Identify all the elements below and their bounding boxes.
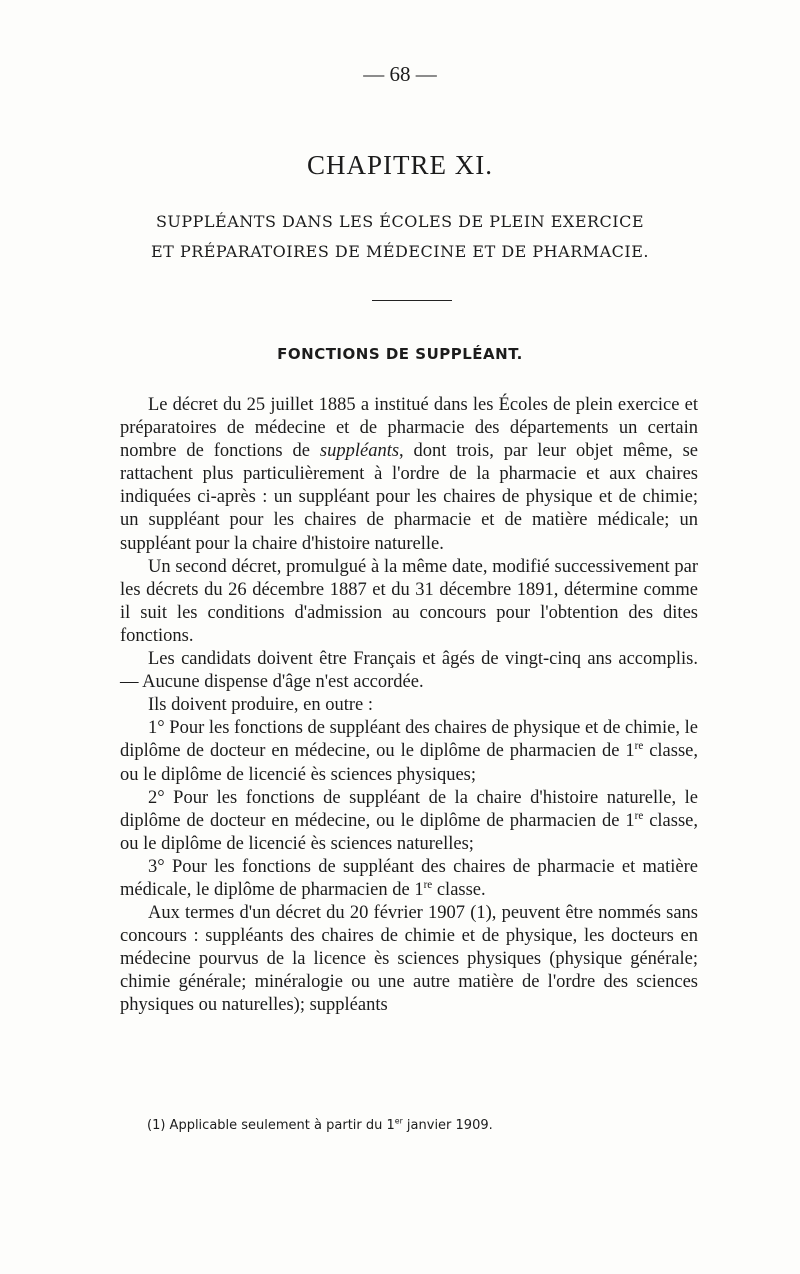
chapter-subtitle-line-2: ET PRÉPARATOIRES DE MÉDECINE ET DE PHARMACIE. (151, 242, 649, 261)
emphasis-text: suppléants (319, 441, 400, 462)
paragraph: Un second décret, promulgué à la même date, modifié successivement par les décrets du 26 décembre 1887 et du 31 décembre 1891, détermine comme il suit les conditions d'admission au concours pour l'obtention des dites fonctions. (120, 556, 698, 646)
text-span: (1) Applicable seulement à partir du 1 (147, 1118, 395, 1133)
text-span: Le décret du 25 juillet 1885 a institué dans les Écoles de plein exercice et préparatoires de médecine et de pharmacie des départements un certain nombre de fonctions de (120, 395, 698, 462)
superscript: re (423, 878, 433, 891)
text-span: classe, ou le diplôme de licencié ès sciences physiques; (120, 741, 698, 785)
chapter-title: CHAPITRE XI. (307, 150, 493, 180)
body-text (120, 394, 698, 1018)
text-span: janvier 1909. (402, 1118, 493, 1133)
paragraph (120, 717, 698, 786)
paragraph (120, 787, 698, 856)
section-heading: FONCTIONS DE SUPPLÉANT. (277, 345, 523, 363)
section-divider (372, 300, 452, 301)
chapter-subtitle-line-1: SUPPLÉANTS DANS LES ÉCOLES DE PLEIN EXERCICE (155, 212, 645, 231)
chapter-subtitle (130, 207, 670, 267)
superscript: er (394, 1116, 403, 1126)
superscript: re (634, 809, 644, 822)
text-span: classe. (432, 879, 486, 900)
text-span: 1° Pour les fonctions de suppléant des chaires de physique et de chimie, le diplôme de docteur en médecine, ou le diplôme de pharmacien de 1 (120, 718, 698, 762)
superscript: re (634, 740, 644, 753)
page-number: — 68 — (363, 62, 437, 86)
footnote (147, 1118, 707, 1133)
text-span: 2° Pour les fonctions de suppléant de la chaire d'histoire naturelle, le diplôme de docteur en médecine, ou le diplôme de pharmacien de 1 (120, 787, 698, 831)
paragraph: Ils doivent produire, en outre : (148, 695, 374, 716)
paragraph (120, 856, 698, 902)
paragraph: Aux termes d'un décret du 20 février 1907 (1), peuvent être nommés sans concours : suppléants des chaires de chimie et de physique, les docteurs en médecine pourvus de la licence ès sciences physiques (physique générale; chimie générale; minéralogie ou une autre matière de l'ordre des sciences physiques ou naturelles); suppléants (120, 903, 698, 1016)
paragraph (120, 394, 698, 556)
paragraph: Les candidats doivent être Français et âgés de vingt-cinq ans accomplis. — Aucune dispense d'âge n'est accordée. (120, 649, 698, 693)
text-span: , dont trois, par leur objet même, se rattachent plus particulièrement à l'ordre de la pharmacie et aux chaires indiquées ci-après : un suppléant pour les chaires de physique et de chimie; un suppléant pour les chaires de pharmacie et de matière médicale; un suppléant pour la chaire d'histoire naturelle. (120, 441, 698, 554)
text-span: classe, ou le diplôme de licencié ès sciences naturelles; (120, 810, 698, 854)
text-span: 3° Pour les fonctions de suppléant des chaires de pharmacie et matière médicale, le diplôme de pharmacien de 1 (120, 856, 698, 900)
